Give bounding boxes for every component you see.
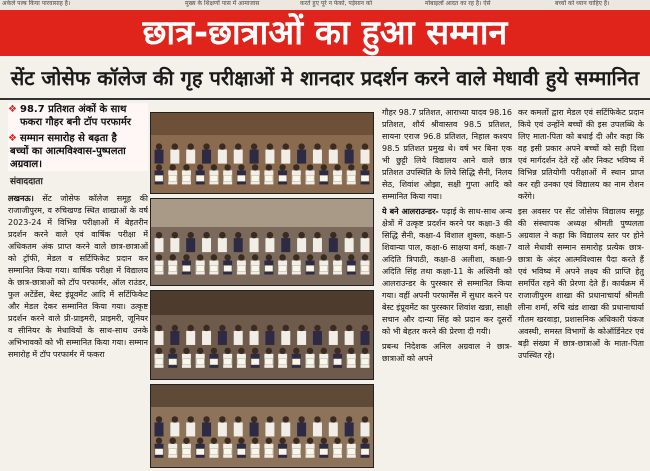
column-4 [518, 107, 644, 471]
column-1 [8, 103, 148, 471]
highlights-box [8, 103, 148, 171]
strip-text-right: बच्चों को ध्यान चाहिए है। [555, 0, 610, 7]
photo-3 [150, 290, 374, 380]
column-3 [382, 107, 512, 471]
col3-para-1: गौहर 98.7 प्रतिशत, आराध्या यादव 98.16 प्रतिशत, शौर्य श्रीवास्तव 98.5 प्रतिशत, सायना एराज 96.8 प्रतिशत, निहाल कश्यप 98.5 प्रतिशत प्रमुख थे। वर्ष भर बिना एक भी छुट्टी लिये विद्यालय आने वाले छात्र प्रतिशत उपस्थिति के लिये सिद्धि सैनी, निलय सेठ, शिवांश ओझा, सक्षी गुप्ता आदि को सम्मानित किया गया। [382, 108, 512, 201]
dateline: लखनऊ। [8, 194, 34, 203]
highlight-2-continuation: बच्चों का आत्मविश्वास-पुष्पलता अग्रवाल। [10, 146, 126, 170]
byline: संवाददाता [10, 177, 43, 187]
subheadline: सेंट जोसेफ कॉलेज की गृह परीक्षाओं मे शानदार प्रदर्शन करने वाले मेधावी हुये सम्मानित [10, 66, 640, 90]
col4-para-1: कर कमलों द्वारा मेडल एवं सर्टिफिकेट प्रदान किये एवं उन्होंने बच्चों की इस उपलब्धि के लिए माता-पिता को बधाई दी और कहा कि वह इसी प्रकार अपने बच्चों को सही दिशा एवं मार्गदर्शन देते रहें और निकट भविष्य में विभिन्न प्रतियोगी परीक्षाओं में स्थान प्राप्त कर रही उनका एवं विद्यालय का नाम रोशन करेंगे। [518, 108, 644, 201]
photo-4-image [151, 385, 373, 467]
photo-1-image [151, 113, 373, 193]
photo-1 [150, 112, 374, 194]
highlight-2-text: सम्मान समारोह से बढ़ता है [20, 133, 117, 144]
article-body-col1 [8, 193, 148, 361]
col4-para-2: इस अवसर पर सेंट जोसेफ विद्यालय समूह की संस्थापक अध्यक्ष श्रीमती पुष्पलता अग्रवाल ने कहा कि विद्यालय स्तर पर होने वाले मेधावी सम्मान समारोह प्रत्येक छात्र-छात्रा के अंदर आत्मविश्वास पैदा करते हैं एवं भविष्य में अपने लक्ष्य की प्राप्ति हेतु समर्पित रहने की प्रेरणा देते हैं। कार्यक्रम में राजाजीपुरम शाखा की प्रधानाचार्या श्रीमती लीना शर्मा, रुचि खंड शाखा की प्रधानाचार्या गौतम खरवाड़ा, प्रशासनिक अधिकारी पंकज अवस्थी, समस्त विभागों के कोऑर्डिनेटर एवं बड़ी संख्या में छात्र-छात्राओं के माता-पिता उपस्थित रहे। [518, 207, 644, 360]
photo-4 [150, 384, 374, 468]
diamond-bullet-icon: ❖ [8, 133, 17, 144]
col3-para-3: प्रबन्ध निदेशक अनिल अग्रवाल ने छात्र-छात्राओं को अपने [382, 342, 512, 363]
strip-text-mid-1: मुख्य के शिक्षणों पास में आमाजास [185, 0, 260, 7]
headline: छात्र-छात्राओं का हुआ सम्मान [142, 13, 508, 53]
col3-para-2 [382, 206, 512, 338]
photo-2 [150, 198, 374, 286]
strip-text-mid-3: मोबाइलों आदत का रह है। ऐसे [425, 0, 491, 7]
diamond-bullet-icon: ❖ [8, 104, 17, 115]
photo-2-image [151, 199, 373, 285]
highlight-2 [8, 132, 148, 145]
highlight-1 [8, 103, 148, 129]
strip-text-mid-2: करते हुए पूरे न फेको, पड़ेसान को [300, 0, 373, 7]
photo-3-image [151, 291, 373, 379]
highlight-1-text: 98.7 प्रतिशत अंकों के साथ फकरा गौहर बनी टॉप परफार्मर [20, 104, 131, 128]
previous-page-strip [0, 0, 650, 10]
col3-para-2-text: पढ़ाई के साथ-साथ अन्य क्षेत्रों में उत्कृष्ट प्रदर्शन करने पर कक्षा-3 की सिद्धि सैनी, कक्षा-4 विशाल शुक्ला, कक्षा-5 शिवान्या पाल, कक्षा-6 साक्षया वर्मा, कक्षा-7 अदिति त्रिपाठी, कक्षा-8 अलीशा, कक्षा-9 अदिति सिंह तथा कक्षा-11 के अश्विनी को आलराउन्डर के पुरस्कार से सम्मानित किया गया। वहीं अपनी परफार्मेंस में सुधार करने पर बेस्ट इंप्रूवमेंट का पुरस्कार शिवांश खन्ना, साक्षी सचान और दान्या सिंह को प्रदान कर दूसरों को भी बेहतर करने की प्रेरणा दी गयी। [382, 207, 512, 336]
col1-text: सेंट जोसेफ कॉलेज समूह की राजाजीपुरम, व रुचिखण्ड स्थित शाखाओं के वर्ष 2023-24 में विभिन्न परीक्षाओं में बेहतरीन प्रदर्शन करने वाले एवं वार्षिक परीक्षा में अधिकतम अंक प्राप्त करने वाले छात्र-छात्राओं को ट्रॉफी, मेडल व सर्टिफिकेट प्रदान कर सम्मानित किया गया। वार्षिक परीक्षा में विद्यालय के छात्र-छात्राओं को टॉप परफार्मर, ऑल राउंडर, फुल अटेंडेंस, बेस्ट इंप्रूवमेंट आदि में सर्टिफिकेट और मेडल देकर सम्मानित किया गया। उत्कृष्ट प्रदर्शन करने वाले प्री-प्राइमरी, प्राइमरी, जूनियर व सीनियर के मेधावियों के साथ-साथ उनके अभिभावकों को भी सम्मानित किया गया। सम्मान समारोह में टॉप परफार्मर में फकरा [8, 194, 148, 359]
headline-banner [0, 10, 650, 56]
strip-text-left: अकेले पल्ब किया पारवासाह है। [2, 0, 71, 7]
headline-rule [0, 98, 650, 100]
photo-collage [150, 112, 374, 467]
allrounder-subhead: ये बने आलराउन्डर- [382, 207, 439, 216]
